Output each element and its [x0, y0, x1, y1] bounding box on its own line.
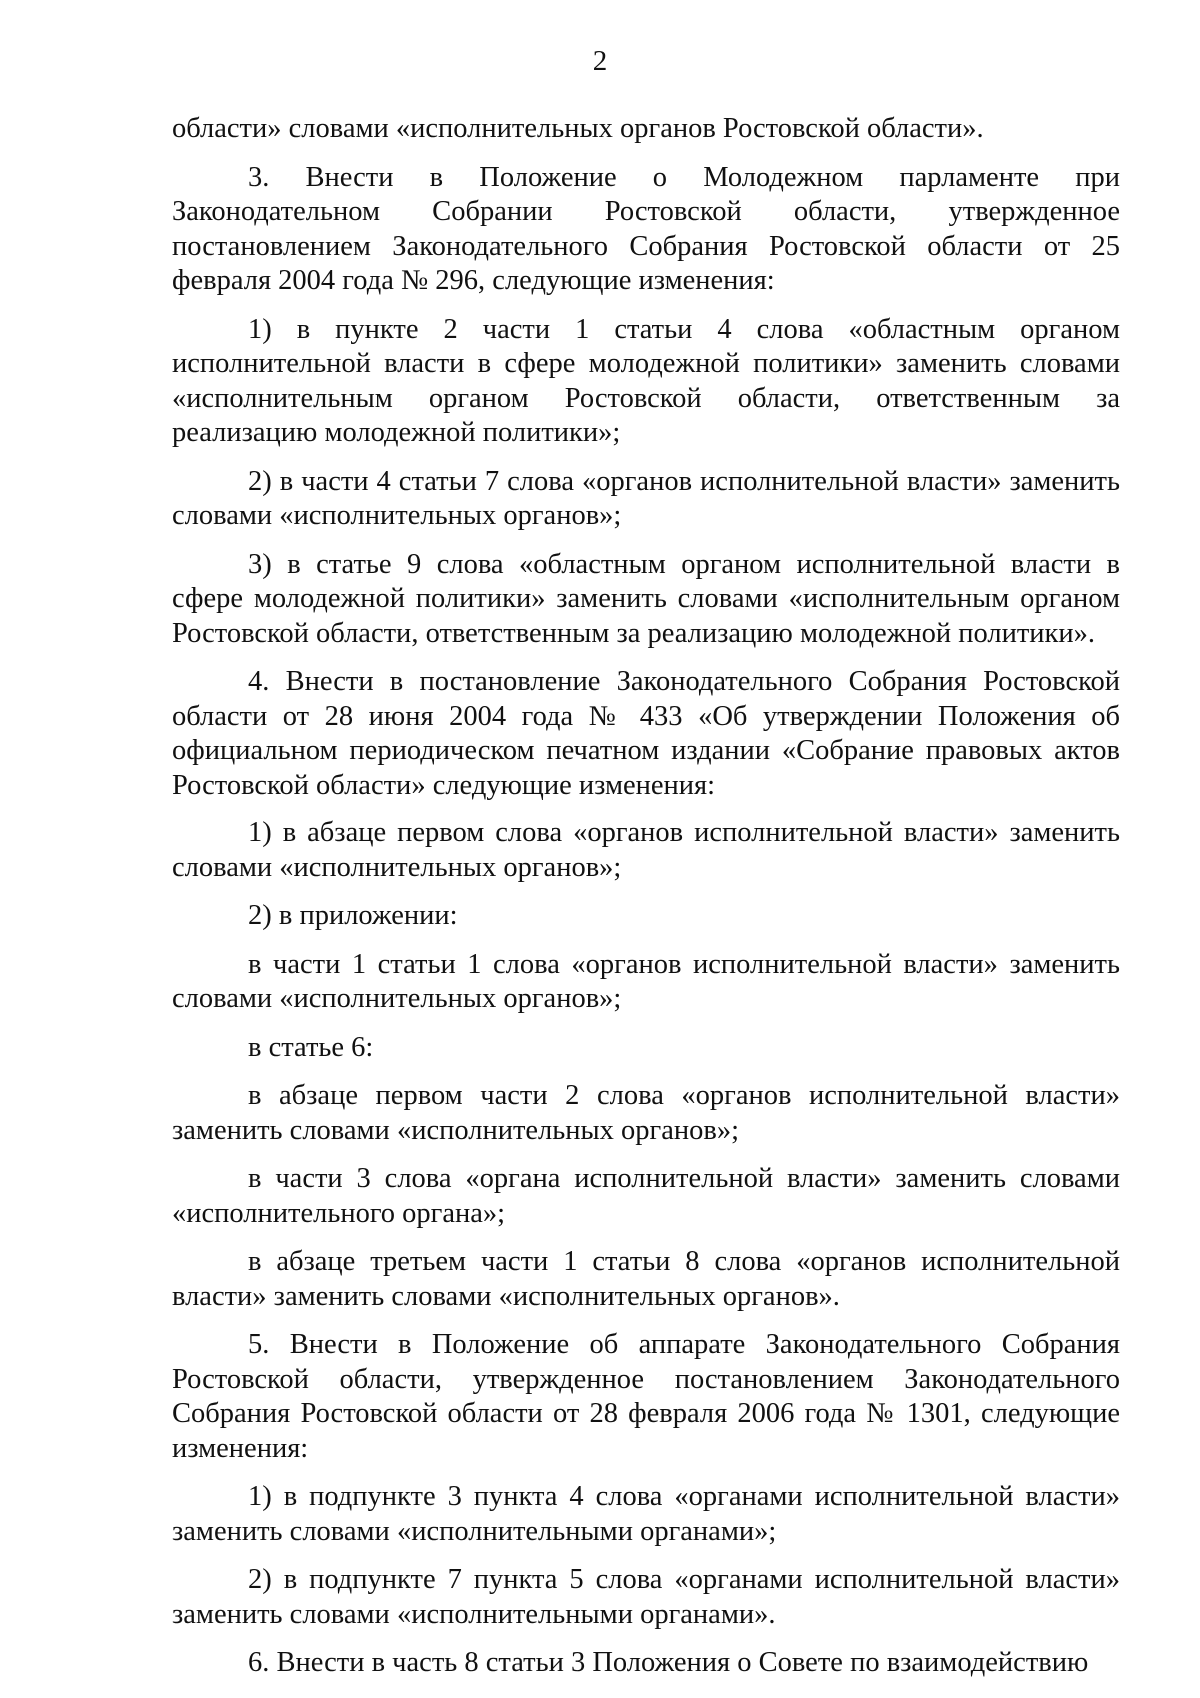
paragraph-item-4-2-d: в части 3 слова «органа исполнительной власти» заменить словами «исполнительного органа»;: [172, 1163, 1120, 1229]
paragraph-item-4-2-b: в статье 6:: [248, 1031, 374, 1063]
document-body: [172, 112, 1120, 1695]
paragraph-item-5: 5. Внести в Положение об аппарате Законодательного Собрания Ростовской области, утвержденное постановлением Законодательного Собрания Ростовской области от 28 февраля 2006 года № 1301, следующие изменения:: [172, 1329, 1120, 1464]
paragraph-item-5-2: 2) в подпункте 7 пункта 5 слова «органами исполнительной власти» заменить словами «исполнительными органами».: [172, 1564, 1120, 1630]
paragraph-item-6: 6. Внести в часть 8 статьи 3 Положения о Совете по взаимодействию: [248, 1647, 1089, 1678]
paragraph-item-3-2: 2) в части 4 статьи 7 слова «органов исполнительной власти» заменить словами «исполнительных органов»;: [172, 465, 1120, 531]
paragraph-item-4-2-c: в абзаце первом части 2 слова «органов исполнительной власти» заменить словами «исполнительных органов»;: [172, 1080, 1120, 1146]
paragraph-item-3: 3. Внести в Положение о Молодежном парламенте при Законодательном Собрании Ростовской области, утвержденное постановлением Законодательного Собрания Ростовской области от 25 февраля 2004 года № 296, следующие изменения:: [172, 161, 1120, 296]
paragraph-item-4-2-a: в части 1 статьи 1 слова «органов исполнительной власти» заменить словами «исполнительных органов»;: [172, 948, 1120, 1014]
page-number: 2: [592, 45, 608, 77]
paragraph-continuation: области» словами «исполнительных органов Ростовской области».: [172, 113, 984, 144]
paragraph-item-3-1: 1) в пункте 2 части 1 статьи 4 слова «областным органом исполнительной власти в сфере молодежной политики» заменить словами «исполнительным органом Ростовской области, ответственным за реализацию молодежной политики»;: [172, 313, 1120, 448]
paragraph-item-5-1: 1) в подпункте 3 пункта 4 слова «органами исполнительной власти» заменить словами «исполнительными органами»;: [172, 1481, 1120, 1547]
paragraph-item-4-1: 1) в абзаце первом слова «органов исполнительной власти» заменить словами «исполнительных органов»;: [172, 817, 1120, 883]
paragraph-item-3-3: 3) в статье 9 слова «областным органом исполнительной власти в сфере молодежной политики» заменить словами «исполнительным органом Ростовской области, ответственным за реализацию молодежной политики».: [172, 548, 1120, 649]
paragraph-item-4: 4. Внести в постановление Законодательного Собрания Ростовской области от 28 июня 2004 года № 433 «Об утверждении Положения об официальном периодическом печатном издании «Собрание правовых актов Ростовской области» следующие изменения:: [172, 666, 1120, 801]
paragraph-item-4-2-e: в абзаце третьем части 1 статьи 8 слова «органов исполнительной власти» заменить словами «исполнительных органов».: [172, 1246, 1120, 1312]
paragraph-item-4-2: 2) в приложении:: [248, 900, 458, 931]
